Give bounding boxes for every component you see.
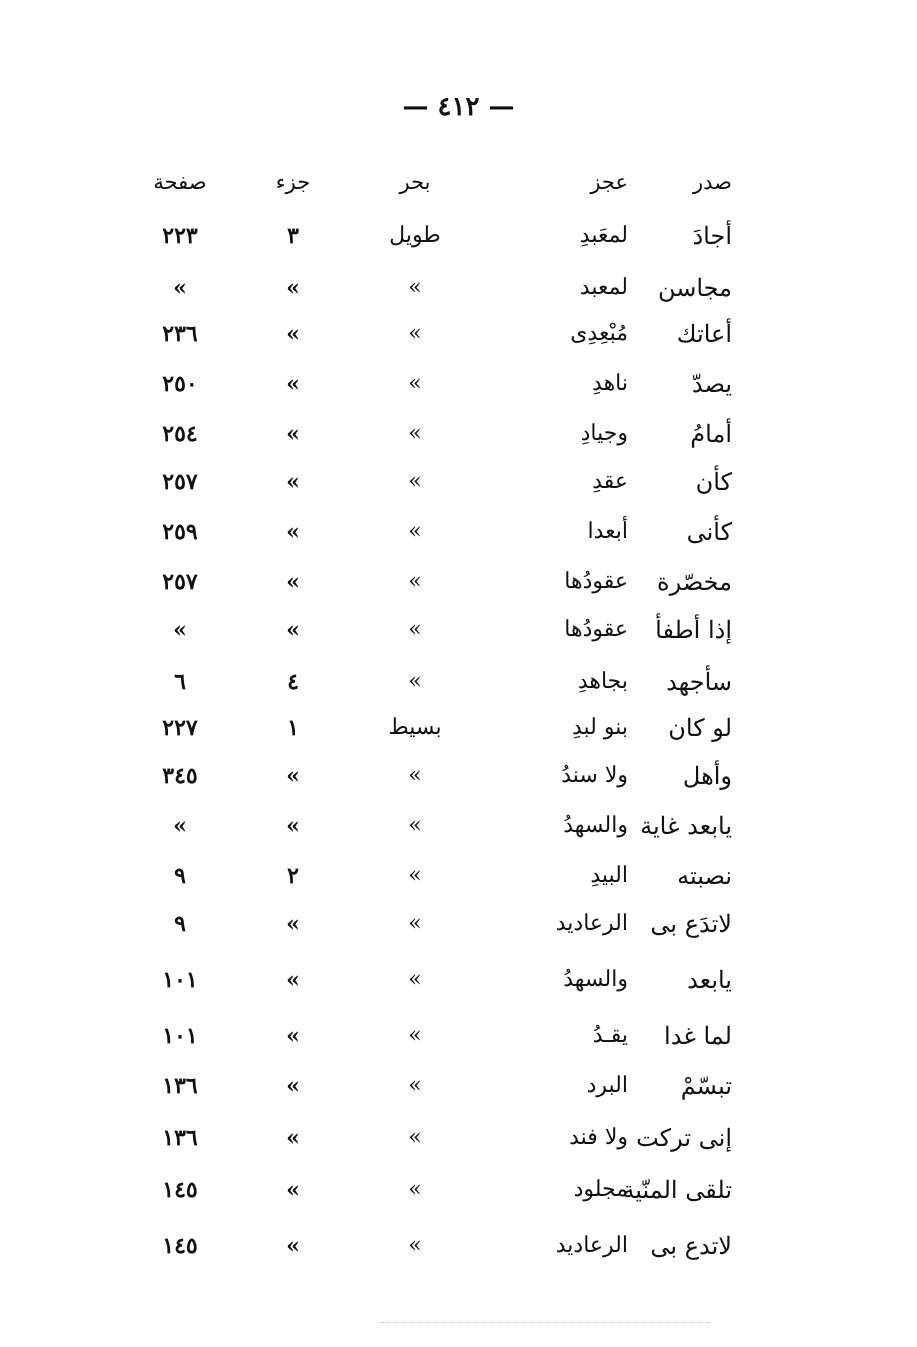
cell-page: ٢٥٠ — [162, 371, 198, 397]
table-row — [0, 364, 917, 404]
cell-bahr: » — [408, 1073, 422, 1098]
cell-ajz: والسهدُ — [563, 813, 628, 838]
cell-juz: » — [286, 569, 300, 595]
cell-juz: ١ — [287, 715, 299, 741]
cell-ajz: ولا سندُ — [561, 763, 628, 788]
table-row — [0, 414, 917, 454]
cell-page: ٢٣٦ — [162, 321, 198, 347]
cell-sadr: سأجهد — [666, 668, 732, 696]
table-header — [0, 162, 917, 202]
cell-page: ٢٥٩ — [162, 519, 198, 545]
cell-bahr: » — [408, 813, 422, 838]
cell-ajz: مجلود — [573, 1177, 628, 1202]
cell-sadr: أمامُ — [690, 420, 732, 448]
table-row — [0, 856, 917, 896]
cell-ajz: وجيادِ — [580, 421, 628, 446]
cell-sadr: كأنى — [686, 518, 732, 546]
cell-sadr: يابعد — [687, 966, 732, 994]
cell-ajz: مُبْعِدِى — [570, 321, 628, 346]
cell-bahr: » — [408, 569, 422, 594]
table-row — [0, 562, 917, 602]
cell-bahr: » — [408, 321, 422, 346]
cell-page: » — [173, 275, 187, 301]
table-row — [0, 512, 917, 552]
cell-bahr: » — [408, 1023, 422, 1048]
cell-juz: » — [286, 1023, 300, 1049]
cell-bahr: » — [408, 519, 422, 544]
cell-page: ١٤٥ — [162, 1233, 198, 1259]
cell-ajz: بنو لبدِ — [571, 715, 628, 740]
cell-page: ٢٥٧ — [162, 469, 198, 495]
cell-juz: » — [286, 1177, 300, 1203]
table-row — [0, 662, 917, 702]
cell-page: » — [173, 813, 187, 839]
page-number: — ٤١٢ — — [402, 92, 515, 122]
cell-sadr: إذا أطفأ — [655, 616, 732, 644]
cell-bahr: » — [408, 1177, 422, 1202]
cell-sadr: وأهل — [682, 762, 732, 790]
cell-bahr: » — [408, 1233, 422, 1258]
cell-sadr: تلقى المنّية — [622, 1176, 732, 1204]
table-row — [0, 268, 917, 308]
cell-ajz: عقدِ — [592, 469, 628, 494]
cell-page: ١٣٦ — [162, 1125, 198, 1151]
cell-page: ١٠١ — [162, 1023, 198, 1049]
cell-ajz: بجاهدِ — [577, 669, 628, 694]
cell-page: ١٣٦ — [162, 1073, 198, 1099]
table-row — [0, 756, 917, 796]
cell-bahr: » — [408, 1125, 422, 1150]
cell-sadr: تبسّمْ — [680, 1072, 732, 1100]
cell-juz: » — [286, 275, 300, 301]
cell-page: ١٤٥ — [162, 1177, 198, 1203]
table-row — [0, 1066, 917, 1106]
table-row — [0, 1226, 917, 1266]
cell-page: ٣٤٥ — [162, 763, 198, 789]
cell-page: ٢٢٧ — [162, 715, 198, 741]
column-header-sadr: صدر — [693, 170, 732, 194]
cell-juz: » — [286, 763, 300, 789]
cell-juz: » — [286, 519, 300, 545]
cell-bahr: » — [408, 421, 422, 446]
cell-sadr: مخصّرة — [657, 568, 732, 596]
cell-juz: ٢ — [287, 863, 299, 889]
cell-sadr: لاتدَع بى — [650, 910, 732, 938]
cell-juz: ٤ — [287, 669, 299, 695]
cell-ajz: لمعَبدِ — [579, 223, 628, 248]
cell-juz: » — [286, 617, 300, 643]
cell-bahr: » — [408, 469, 422, 494]
table-row — [0, 1016, 917, 1056]
cell-page: ٦ — [174, 669, 186, 695]
cell-sadr: أعاتك — [676, 320, 732, 348]
cell-page: ٢٥٧ — [162, 569, 198, 595]
cell-sadr: إنى تركت — [636, 1124, 732, 1152]
cell-sadr: مجاسن — [657, 274, 732, 302]
table-row — [0, 1170, 917, 1210]
table-row — [0, 216, 917, 256]
cell-bahr: » — [408, 669, 422, 694]
cell-juz: » — [286, 911, 300, 937]
cell-juz: » — [286, 967, 300, 993]
cell-sadr: كأن — [695, 468, 732, 496]
cell-ajz: الرعاديد — [555, 1233, 628, 1258]
cell-ajz: عقودُها — [564, 617, 628, 642]
cell-ajz: أبعدا — [587, 519, 628, 544]
cell-juz: » — [286, 1073, 300, 1099]
cell-juz: » — [286, 469, 300, 495]
cell-ajz: ولا فند — [569, 1125, 628, 1150]
cell-juz: » — [286, 813, 300, 839]
table-row — [0, 610, 917, 650]
column-header-ajz: عجز — [590, 170, 628, 194]
cell-ajz: البرد — [586, 1073, 628, 1098]
cell-page: ٩ — [174, 863, 186, 889]
cell-juz: » — [286, 421, 300, 447]
table-row — [0, 462, 917, 502]
table-row — [0, 960, 917, 1000]
cell-ajz: ناهدِ — [592, 371, 628, 396]
table-row — [0, 1118, 917, 1158]
cell-juz: » — [286, 1233, 300, 1259]
cell-sadr: لو كان — [668, 714, 732, 742]
cell-bahr: » — [408, 275, 422, 300]
cell-ajz: والسهدُ — [563, 967, 628, 992]
cell-page: ١٠١ — [162, 967, 198, 993]
table-row — [0, 806, 917, 846]
cell-ajz: عقودُها — [564, 569, 628, 594]
cell-ajz: يقـدُ — [592, 1023, 628, 1048]
cell-bahr: » — [408, 967, 422, 992]
footer-rule — [380, 1322, 710, 1323]
cell-bahr: طويل — [389, 223, 441, 248]
column-header-juz: جزء — [275, 170, 311, 194]
cell-juz: » — [286, 1125, 300, 1151]
cell-page: ٢٥٤ — [162, 421, 198, 447]
cell-ajz: البيدِ — [590, 863, 628, 888]
cell-bahr: » — [408, 371, 422, 396]
cell-juz: ٣ — [287, 223, 299, 249]
cell-sadr: يابعد غاية — [640, 812, 732, 840]
cell-sadr: أجادَ — [692, 222, 732, 250]
column-header-bahr: بحر — [399, 170, 431, 194]
cell-ajz: لمعبد — [579, 275, 628, 300]
cell-page: » — [173, 617, 187, 643]
table-row — [0, 314, 917, 354]
column-header-page: صفحة — [153, 170, 207, 194]
cell-ajz: الرعاديد — [555, 911, 628, 936]
cell-bahr: » — [408, 863, 422, 888]
cell-sadr: لاتدع بى — [650, 1232, 732, 1260]
cell-bahr: بسيط — [388, 715, 442, 740]
cell-sadr: نصبته — [677, 862, 732, 890]
cell-bahr: » — [408, 763, 422, 788]
cell-juz: » — [286, 321, 300, 347]
cell-sadr: يصدّ — [691, 370, 732, 398]
cell-sadr: لما غدا — [664, 1022, 732, 1050]
cell-juz: » — [286, 371, 300, 397]
cell-bahr: » — [408, 911, 422, 936]
cell-page: ٩ — [174, 911, 186, 937]
table-row — [0, 904, 917, 944]
table-row — [0, 708, 917, 748]
cell-bahr: » — [408, 617, 422, 642]
cell-page: ٢٢٣ — [162, 223, 198, 249]
